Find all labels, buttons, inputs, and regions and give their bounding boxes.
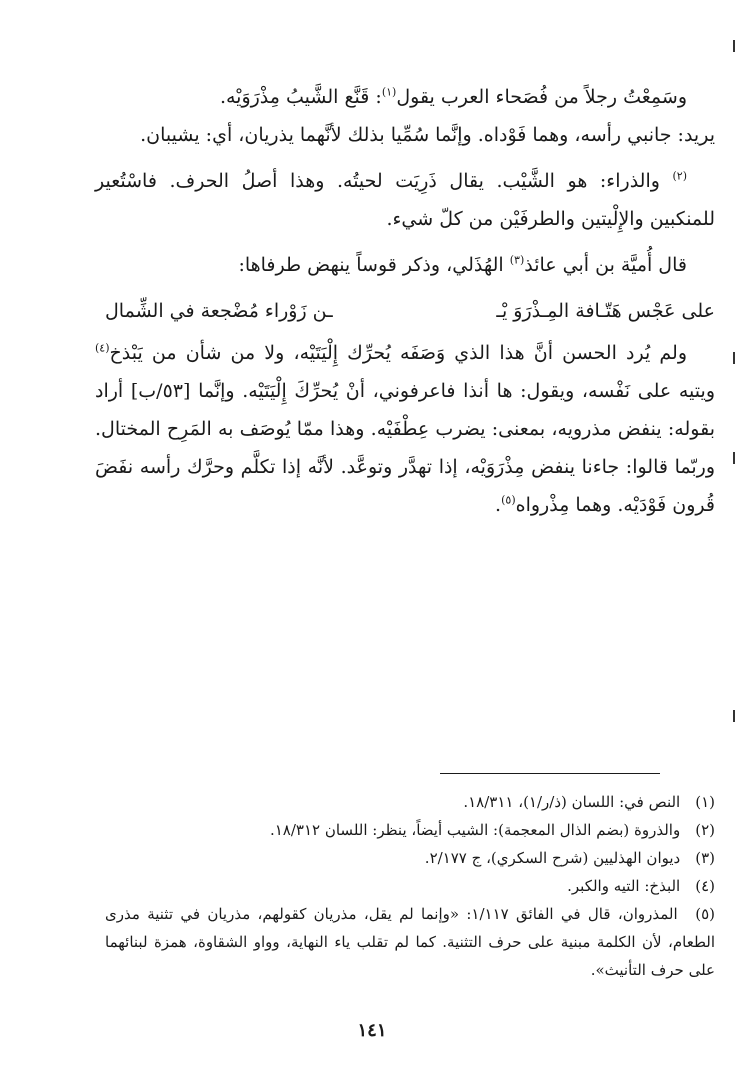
paragraph-4 — [95, 246, 715, 284]
paragraph-2: يريد: جانبي رأسه، وهما فَوْداه. وإنَّما سُمِّيا بذلك لأنَّهما يذريان، أي: يشيبان. — [140, 124, 715, 146]
footnote-1 — [105, 788, 715, 816]
paragraph-1 — [95, 78, 715, 116]
footnote-ref-1[interactable]: (١) — [381, 85, 397, 99]
footnote-5 — [105, 900, 715, 984]
footnote-text: والذروة (بضم الذال المعجمة): الشيب أيضاً، ينظر: اللسان ١٨/٣١٢. — [269, 821, 681, 839]
verse-second-hemistich: ـن زَوْراء مُضْجعة في الشِّمال — [105, 300, 333, 322]
footnote-number: (٥) — [695, 905, 715, 923]
verse-first-hemistich: على عَجْس هَتّـافة المِـذْرَوَ يْـ — [496, 300, 715, 322]
footnote-number: (٢) — [695, 821, 715, 839]
page-edge-mark — [733, 352, 735, 364]
p5-text-a: ولم يُرد الحسن أنَّ هذا الذي وَصَفَه يُحرِّك إِلْيَتَيْه، ولا من شأن من يَبْذخ — [109, 342, 687, 364]
footnote-ref-2[interactable]: (٢) — [672, 169, 687, 183]
footnote-text: المذروان، قال في الفائق ١/١١٧: «وإنما لم يقل، مذريان كقولهم، مذريان في تثنية مذرى الطعام، لأن الكلمة مبنية على حرف التثنية. كما لم تقلب ياء النهاية، وواو الشقاوة، همزة لبنائهما على حرف التأنيث». — [105, 905, 715, 979]
footnote-3 — [105, 844, 715, 872]
footnote-ref-4[interactable]: (٤) — [95, 341, 110, 355]
footnote-2 — [105, 816, 715, 844]
footnote-ref-5[interactable]: (٥) — [501, 493, 516, 507]
p1-text-a: وسَمِعْتُ رجلاً من فُصَحاء العرب يقول — [396, 86, 687, 108]
paragraph-5 — [95, 334, 715, 524]
footnote-4 — [105, 872, 715, 900]
main-text — [95, 78, 715, 524]
paragraph-3 — [95, 162, 715, 238]
page-edge-mark — [733, 452, 735, 464]
footnotes — [105, 788, 715, 984]
poetry-verse — [95, 292, 715, 330]
footnote-text: ديوان الهذليين (شرح السكري)، ج ٢/١٧٧. — [424, 849, 681, 867]
footnote-text: النص في: اللسان (ذ/ر/١)، ١٨/٣١١. — [463, 793, 681, 811]
page-edge-mark — [733, 710, 735, 722]
p1-text-b: : قَنَّع الشَّيبُ مِذْرَوَيْه. — [219, 86, 382, 108]
page-number: ١٤١ — [357, 1020, 387, 1041]
footnote-number: (٤) — [695, 877, 715, 895]
footnote-text: البذخ: التيه والكبر. — [567, 877, 681, 895]
page-edge-mark — [733, 40, 735, 52]
footnote-number: (٣) — [695, 849, 715, 867]
p5-text-b: ويتيه على نَفْسه، ويقول: ها أنذا فاعرفوني، أنْ يُحرِّكَ إِلْيَتَيْه. وإنَّما [٥٣/ب] أراد بقوله: ينفض مذرويه، بمعنى: يضرب عِطْفَيْه. وهذا ممّا يُوصَف به المَرِح المختال. وربّما قالوا: جاءنا ينفض مِذْرَوَيْه، إذا تهدَّر وتوعَّد. لأنَّه إذا تكلَّم وحرَّك رأسه نفَضَ قُرون فَوْدَيْه. وهما مِذْرواه — [95, 380, 715, 516]
footnote-divider — [440, 773, 660, 774]
p4-text-a: قال أُميَّة بن أبي عائذ — [524, 254, 687, 276]
p3-text: والذراء: هو الشَّيْب. يقال ذَرِيَت لحيتُه. وهذا أصلُ الحرف. فاسْتُعير للمنكبين والإِلْيتين والطرفَيْن من كلّ شيء. — [95, 170, 715, 230]
footnote-number: (١) — [695, 793, 715, 811]
footnote-ref-3[interactable]: (٣) — [509, 253, 525, 267]
p4-text-b: الهُذَلي، وذكر قوساً ينهض طرفاها: — [238, 254, 510, 276]
p5-text-end: . — [495, 494, 502, 516]
